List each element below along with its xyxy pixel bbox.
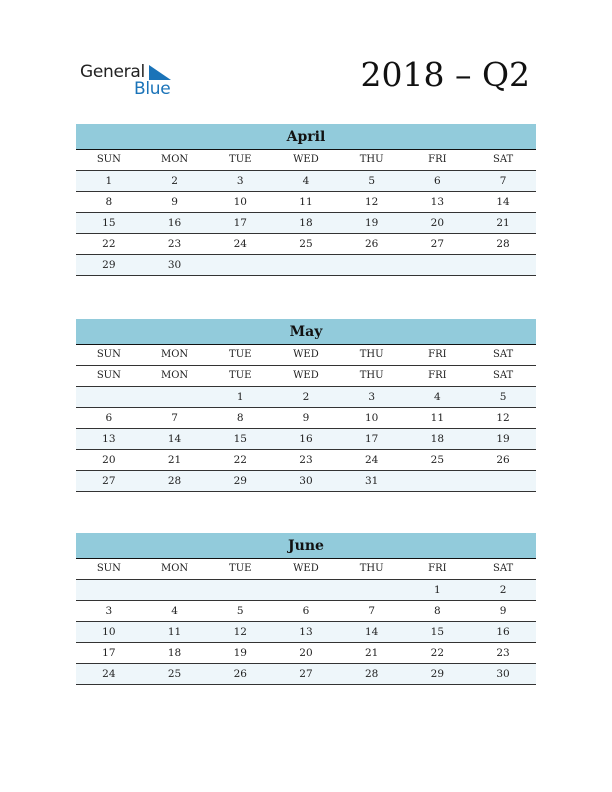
week-row <box>76 643 536 664</box>
weekday-label: SUN <box>96 349 121 360</box>
day-cell: 7 <box>171 412 178 424</box>
day-cell: 11 <box>167 626 182 638</box>
weekday-label: SAT <box>492 370 514 381</box>
day-cell: 14 <box>364 626 379 638</box>
day-cell: 31 <box>364 475 379 487</box>
day-cell: 29 <box>233 475 247 487</box>
weekday-label: MON <box>160 563 189 574</box>
day-cell: 13 <box>430 196 445 208</box>
day-cell: 6 <box>105 412 113 424</box>
day-cell: 27 <box>430 238 445 250</box>
day-cell: 17 <box>233 217 247 229</box>
day-cell: 22 <box>233 454 247 466</box>
day-cell: 22 <box>102 238 116 250</box>
week-row <box>76 234 536 255</box>
weekday-label: THU <box>359 349 384 360</box>
weekday-label: MON <box>160 370 189 381</box>
day-cell: 16 <box>496 626 510 638</box>
day-cell: 30 <box>167 259 182 271</box>
day-cell <box>207 580 273 600</box>
day-cell: 30 <box>299 475 313 487</box>
day-cell: 9 <box>171 196 178 208</box>
day-cell: 28 <box>167 475 182 487</box>
day-cell: 24 <box>364 454 379 466</box>
week-row <box>76 408 536 429</box>
week-row <box>76 622 536 643</box>
weekday-label: TUE <box>229 349 252 360</box>
day-cell <box>76 387 142 407</box>
day-cell: 10 <box>233 196 247 208</box>
weekday-label: THU <box>359 154 384 165</box>
day-cell: 10 <box>364 412 379 424</box>
day-cell <box>273 580 339 600</box>
week-row <box>76 471 536 492</box>
day-cell <box>207 255 273 275</box>
day-cell: 12 <box>364 196 379 208</box>
month-name: May <box>76 319 536 345</box>
weekday-label: FRI <box>428 154 447 165</box>
day-cell: 20 <box>299 647 313 659</box>
day-cell <box>405 255 471 275</box>
week-row <box>76 387 536 408</box>
day-cell: 16 <box>167 217 182 229</box>
weekday-label: MON <box>160 349 189 360</box>
weekday-label: WED <box>293 154 319 165</box>
weekday-label: SAT <box>492 154 514 165</box>
month-name: June <box>76 533 536 559</box>
day-cell <box>339 580 405 600</box>
day-cell: 18 <box>167 647 182 659</box>
week-row <box>76 192 536 213</box>
week-row <box>76 213 536 234</box>
day-cell: 2 <box>171 175 178 187</box>
day-cell: 5 <box>368 175 375 187</box>
day-cell <box>339 255 405 275</box>
weekday-label: SAT <box>492 349 514 360</box>
day-cell: 28 <box>496 238 510 250</box>
weekday-label: TUE <box>229 370 252 381</box>
day-cell: 20 <box>430 217 445 229</box>
day-cell: 23 <box>167 238 182 250</box>
day-cell: 4 <box>171 605 178 617</box>
day-cell: 5 <box>236 605 244 617</box>
day-cell: 4 <box>434 391 441 403</box>
logo-text-blue: Blue <box>134 79 171 99</box>
weekday-label: SAT <box>492 563 514 574</box>
weekday-label: SUN <box>96 154 121 165</box>
day-cell <box>470 255 536 275</box>
day-cell: 15 <box>233 433 247 445</box>
weekday-label: THU <box>359 370 384 381</box>
day-cell: 14 <box>167 433 182 445</box>
week-row <box>76 450 536 471</box>
weekday-label: WED <box>293 349 319 360</box>
day-cell: 27 <box>102 475 116 487</box>
weekday-header-row <box>76 345 536 366</box>
day-cell: 1 <box>434 584 441 596</box>
day-cell: 26 <box>496 454 510 466</box>
week-row <box>76 429 536 450</box>
weekday-header-row <box>76 150 536 171</box>
day-cell <box>142 387 208 407</box>
month-calendar-april <box>76 124 536 276</box>
day-cell <box>470 471 536 491</box>
day-cell: 16 <box>299 433 313 445</box>
day-cell: 12 <box>233 626 247 638</box>
weekday-label: FRI <box>428 370 447 381</box>
day-cell: 21 <box>167 454 182 466</box>
day-cell: 23 <box>496 647 510 659</box>
day-cell: 3 <box>368 391 375 403</box>
day-cell: 19 <box>233 647 247 659</box>
weekday-label: SUN <box>96 563 121 574</box>
week-row <box>76 255 536 276</box>
day-cell: 17 <box>102 647 116 659</box>
day-cell <box>76 580 142 600</box>
month-name: April <box>76 124 536 150</box>
week-row <box>76 664 536 685</box>
day-cell: 20 <box>102 454 116 466</box>
day-cell: 5 <box>499 391 507 403</box>
day-cell: 15 <box>430 626 445 638</box>
day-cell: 19 <box>496 433 510 445</box>
day-cell: 11 <box>299 196 313 208</box>
day-cell: 21 <box>496 217 510 229</box>
weekday-label: TUE <box>229 154 252 165</box>
day-cell: 8 <box>236 412 244 424</box>
day-cell: 3 <box>105 605 113 617</box>
logo-text-general: General <box>80 62 145 82</box>
day-cell: 27 <box>299 668 313 680</box>
day-cell: 17 <box>364 433 379 445</box>
logo-triangle-icon <box>149 65 171 80</box>
day-cell <box>405 471 471 491</box>
day-cell: 18 <box>430 433 445 445</box>
day-cell: 9 <box>302 412 310 424</box>
week-row <box>76 580 536 601</box>
weekday-header-row <box>76 366 536 387</box>
day-cell: 13 <box>299 626 313 638</box>
day-cell: 7 <box>499 175 507 187</box>
day-cell: 30 <box>496 668 510 680</box>
day-cell: 12 <box>496 412 510 424</box>
generalblue-logo <box>80 62 180 102</box>
day-cell: 23 <box>299 454 313 466</box>
day-cell: 8 <box>105 196 113 208</box>
day-cell: 13 <box>102 433 116 445</box>
weekday-label: MON <box>160 154 189 165</box>
day-cell: 8 <box>434 605 441 617</box>
day-cell: 4 <box>302 175 310 187</box>
month-calendar-may <box>76 319 536 492</box>
day-cell: 2 <box>302 391 310 403</box>
day-cell: 15 <box>102 217 116 229</box>
day-cell: 19 <box>364 217 379 229</box>
weekday-label: SUN <box>96 370 121 381</box>
day-cell: 25 <box>167 668 182 680</box>
week-row <box>76 171 536 192</box>
week-row <box>76 601 536 622</box>
day-cell: 3 <box>236 175 244 187</box>
weekday-header-row <box>76 559 536 580</box>
day-cell: 24 <box>102 668 116 680</box>
weekday-label: TUE <box>229 563 252 574</box>
weekday-label: THU <box>359 563 384 574</box>
day-cell <box>273 255 339 275</box>
weekday-label: FRI <box>428 349 447 360</box>
day-cell: 6 <box>434 175 441 187</box>
day-cell: 29 <box>102 259 116 271</box>
day-cell: 10 <box>102 626 116 638</box>
day-cell: 28 <box>364 668 379 680</box>
day-cell: 25 <box>430 454 445 466</box>
day-cell: 1 <box>105 175 113 187</box>
weekday-label: WED <box>293 370 319 381</box>
day-cell: 2 <box>499 584 507 596</box>
day-cell: 18 <box>299 217 313 229</box>
weekday-label: WED <box>293 563 319 574</box>
day-cell: 11 <box>430 412 445 424</box>
day-cell: 25 <box>299 238 313 250</box>
day-cell: 26 <box>233 668 247 680</box>
page-title: 2018 – Q2 <box>360 55 530 94</box>
weekday-label: FRI <box>428 563 447 574</box>
day-cell: 7 <box>368 605 375 617</box>
day-cell: 6 <box>302 605 310 617</box>
day-cell: 29 <box>430 668 445 680</box>
month-calendar-june <box>76 533 536 685</box>
day-cell: 1 <box>236 391 244 403</box>
day-cell: 24 <box>233 238 247 250</box>
day-cell: 26 <box>364 238 379 250</box>
day-cell: 22 <box>430 647 445 659</box>
day-cell: 14 <box>496 196 510 208</box>
day-cell <box>142 580 208 600</box>
day-cell: 21 <box>364 647 379 659</box>
day-cell: 9 <box>499 605 507 617</box>
